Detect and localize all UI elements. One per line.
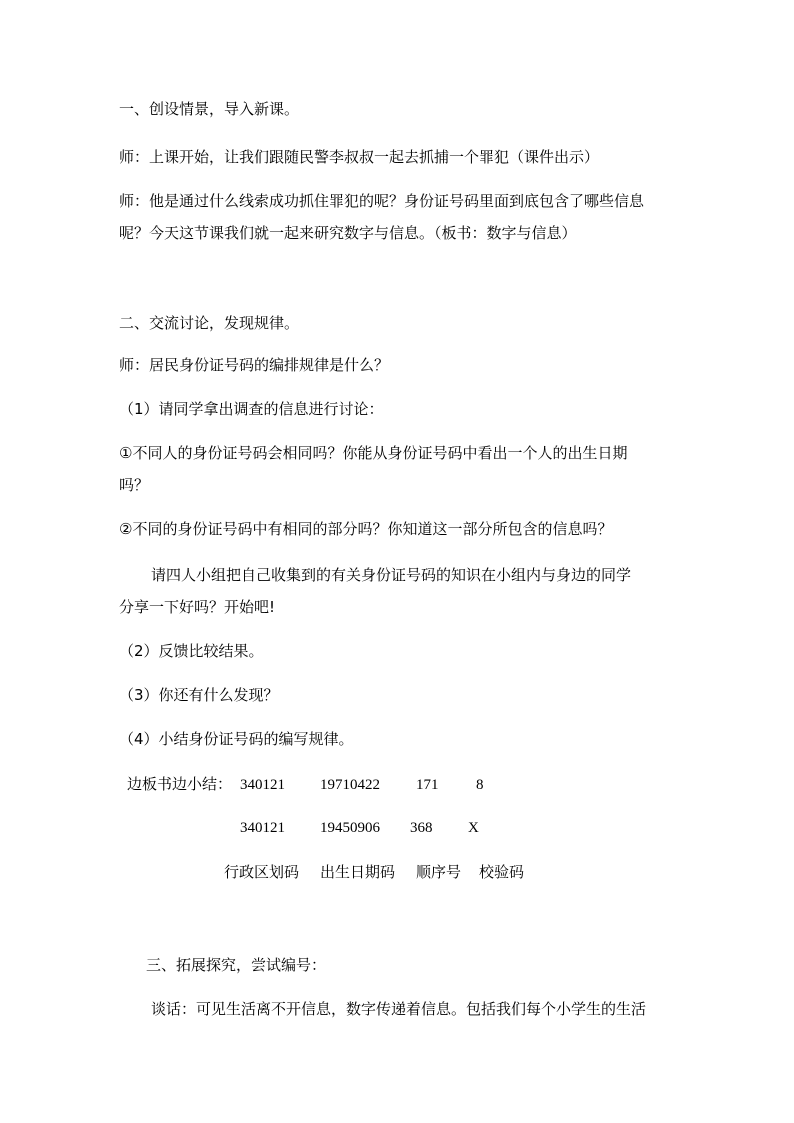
section-2-group-instruction-line-2: 分享一下好吗？开始吧! bbox=[119, 598, 276, 616]
section-2-step-3: （3）你还有什么发现？ bbox=[119, 686, 279, 704]
board-label-region-code: 行政区划码 bbox=[224, 863, 300, 881]
board-row-1-region-code: 340121 bbox=[240, 777, 285, 793]
section-3-talk: 谈话：可见生活离不开信息，数字传递着信息。包括我们每个小学生的生活 bbox=[151, 1000, 647, 1018]
section-1-paragraph-2-line-1: 师：他是通过什么线索成功抓住罪犯的呢？身份证号码里面到底包含了哪些信息 bbox=[119, 192, 645, 210]
board-row-1-birth-date: 19710422 bbox=[320, 777, 380, 793]
board-row-2-check-digit: X bbox=[468, 820, 479, 836]
section-2-group-instruction-line-1: 请四人小组把自己收集到的有关身份证号码的知识在小组内与身边的同学 bbox=[151, 566, 632, 584]
board-row-1-sequence: 171 bbox=[416, 777, 439, 793]
section-2-step-1: （1）请同学拿出调查的信息进行讨论： bbox=[119, 400, 384, 418]
section-2-step-4: （4）小结身份证号码的编写规律。 bbox=[119, 730, 354, 748]
section-2-question-2: ②不同的身份证号码中有相同的部分吗？你知道这一部分所包含的信息吗？ bbox=[119, 520, 613, 538]
section-2-step-2: （2）反馈比较结果。 bbox=[119, 642, 264, 660]
section-2-question: 师：居民身份证号码的编排规律是什么？ bbox=[119, 356, 390, 374]
board-row-1-check-digit: 8 bbox=[476, 777, 484, 793]
board-label-sequence: 顺序号 bbox=[416, 863, 462, 881]
board-row-2-sequence: 368 bbox=[410, 820, 433, 836]
section-1-paragraph-2-line-2: 呢？今天这节课我们就一起来研究数字与信息。（板书：数字与信息） bbox=[119, 224, 577, 242]
board-row-2-birth-date: 19450906 bbox=[320, 820, 380, 836]
section-1-paragraph-1: 师：上课开始，让我们跟随民警李叔叔一起去抓捕一个罪犯（课件出示） bbox=[119, 148, 600, 166]
section-2-heading: 二、交流讨论，发现规律。 bbox=[119, 314, 300, 332]
section-1-heading: 一、创设情景，导入新课。 bbox=[119, 100, 300, 118]
board-label-birth-date: 出生日期码 bbox=[320, 863, 396, 881]
section-3-heading: 三、拓展探究，尝试编号： bbox=[146, 956, 327, 974]
section-2-question-1-line-1: ①不同人的身份证号码会相同吗？你能从身份证号码中看出一个人的出生日期 bbox=[119, 444, 628, 462]
board-row-2-region-code: 340121 bbox=[240, 820, 285, 836]
board-summary-intro: 边板书边小结： bbox=[127, 775, 233, 793]
board-label-check-digit: 校验码 bbox=[479, 863, 525, 881]
section-2-question-1-line-2: 吗？ bbox=[119, 476, 150, 494]
